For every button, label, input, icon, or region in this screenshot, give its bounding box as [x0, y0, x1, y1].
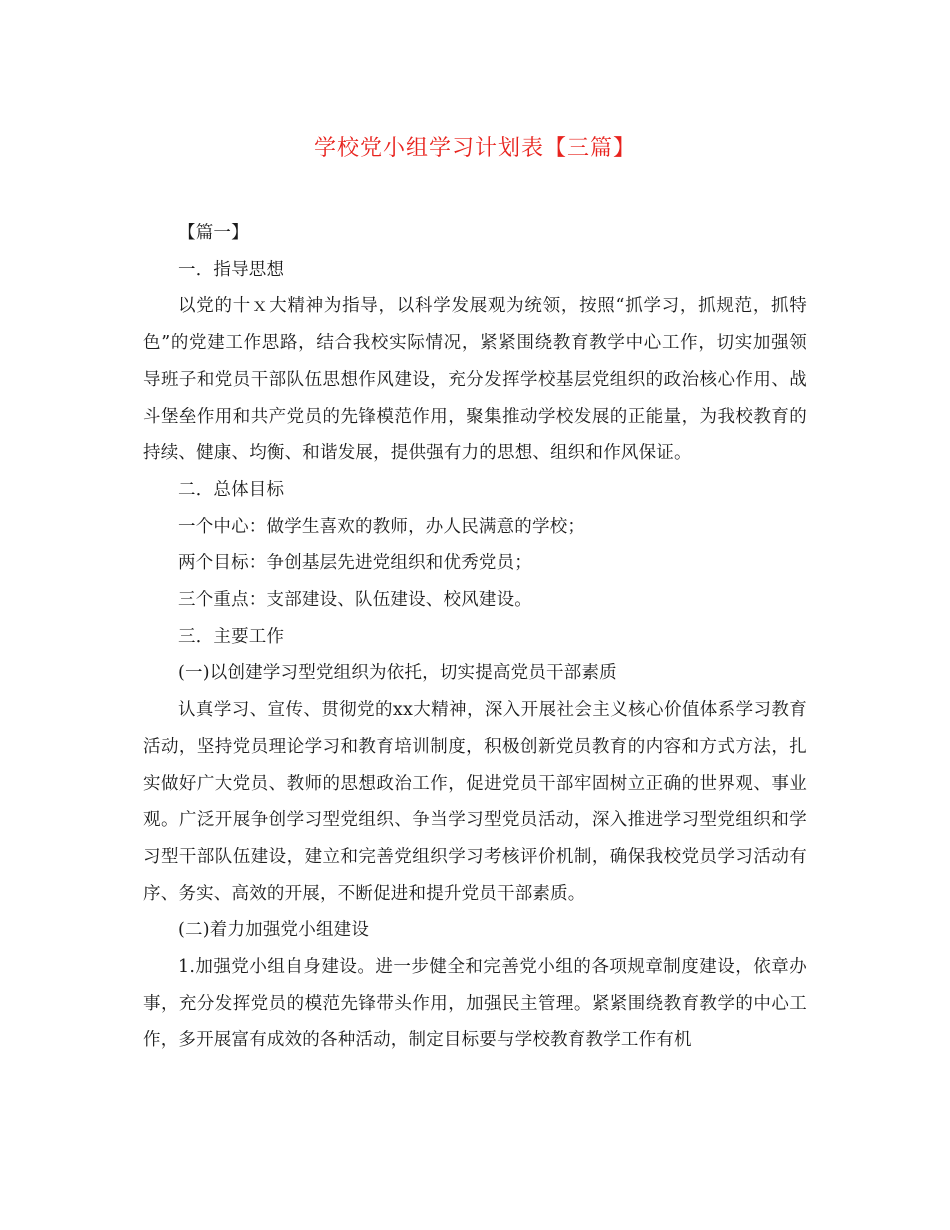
goal-one-center: 一个中心：做学生喜欢的教师，办人民满意的学校；	[178, 516, 586, 537]
goal-two-targets: 两个目标：争创基层先进党组织和优秀党员；	[178, 553, 532, 574]
subheading-party-group: (二)着力加强党小组建设	[178, 920, 370, 941]
document-body	[143, 215, 807, 1059]
subheading-learning-organization: (一)以创建学习型党组织为依托，切实提高党员干部素质	[178, 663, 617, 684]
goal-three-focuses: 三个重点：支部建设、队伍建设、校风建设。	[178, 590, 532, 611]
document-title: 学校党小组学习计划表【三篇】	[313, 136, 636, 161]
section-heading-part-one: 【篇一】	[178, 223, 249, 243]
paragraph-learning-organization: 认真学习、宣传、贯彻党的xx大精神，深入开展社会主义核心价值体系学习教育活动，坚持党员理论学习和教育培训制度，积极创新党员教育的内容和方式方法，扎实做好广大党员、教师的思想政治工作，促进党员干部牢固树立正确的世界观、事业观。广泛开展争创学习型党组织、争当学习型党员活动，深入推进学习型党组织和学习型干部队伍建设，建立和完善党组织学习考核评价机制，确保我校党员学习活动有序、务实、高效的开展，不断促进和提升党员干部素质。	[143, 700, 807, 904]
heading-main-work: 三．主要工作	[178, 626, 285, 647]
paragraph-party-group: 1.加强党小组自身建设。进一步健全和完善党小组的各项规章制度建设，依章办事，充分发挥党员的模范先锋带头作用，加强民主管理。紧紧围绕教育教学的中心工作，多开展富有成效的各种活动，制定目标要与学校教育教学工作有机	[143, 957, 807, 1051]
paragraph-guiding-ideology: 以党的十ｘ大精神为指导，以科学发展观为统领，按照“抓学习，抓规范，抓特色”的党建工作思路，结合我校实际情况，紧紧围绕教育教学中心工作，切实加强领导班子和党员干部队伍思想作风建设，充分发挥学校基层党组织的政治核心作用、战斗堡垒作用和共产党员的先锋模范作用，聚集推动学校发展的正能量，为我校教育的持续、健康、均衡、和谐发展，提供强有力的思想、组织和作风保证。	[143, 296, 807, 464]
heading-guiding-ideology: 一．指导思想	[178, 259, 285, 280]
heading-overall-goal: 二．总体目标	[178, 479, 285, 500]
